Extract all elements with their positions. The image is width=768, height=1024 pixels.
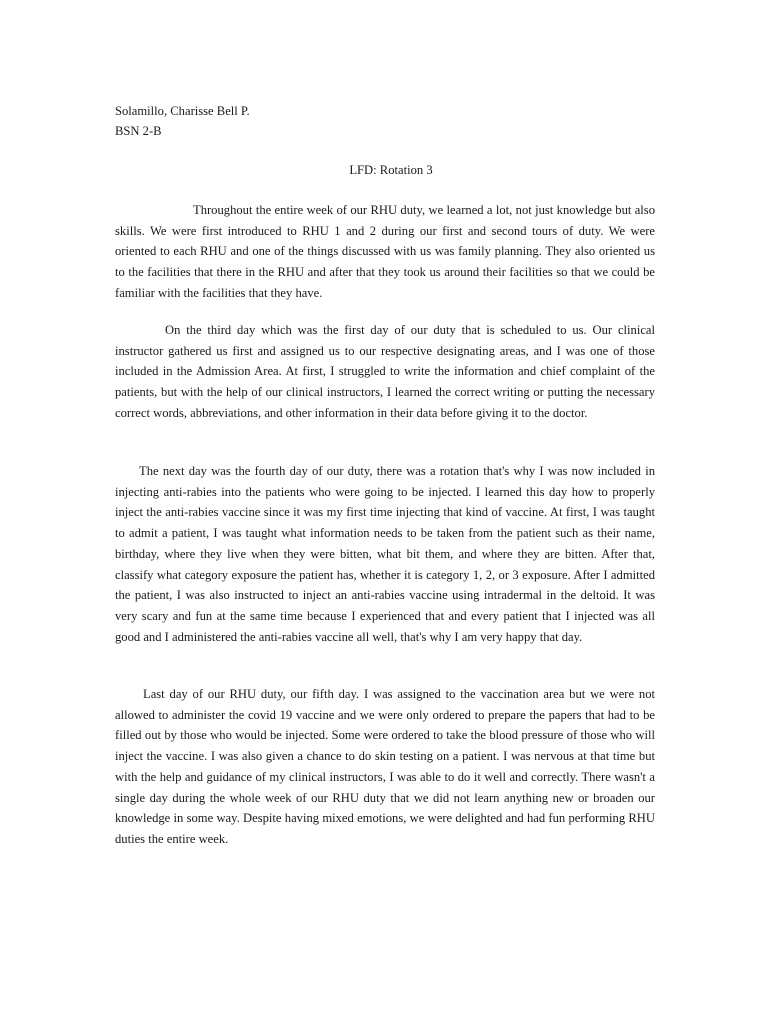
paragraph-1: Throughout the entire week of our RHU duty, we learned a lot, not just knowledge but also skills. We were first introduced to RHU 1 and 2 during our first and second tours of duty. We were oriented to each RHU and one of the things discussed with us was family planning. They also oriented us to the facilities that there in the RHU and after that they took us around their facilities so that we could be familiar with the facilities that they have. <box>115 203 655 300</box>
author-block <box>115 101 250 141</box>
author-name: Solamillo, Charisse Bell P. <box>115 104 250 118</box>
paragraph-3: The next day was the fourth day of our duty, there was a rotation that's why I was now included in injecting anti-rabies into the patients who were going to be injected. I learned this day how to properly inject the anti-rabies vaccine since it was my first time injecting that kind of vaccine. At first, I was taught to admit a patient, I was taught what information needs to be taken from the patient such as their name, birthday, where they live when they were bitten, what bit them, and where they are bitten. After that, classify what category exposure the patient has, whether it is category 1, 2, or 3 exposure. After I admitted the patient, I was also instructed to inject an anti-rabies vaccine using intradermal in the deltoid. It was very scary and fun at the same time because I experienced that and every patient that I injected was all good and I administered the anti-rabies vaccine all well, that's why I am very happy that day. <box>115 464 655 644</box>
document-title: LFD: Rotation 3 <box>349 163 433 177</box>
author-section: BSN 2-B <box>115 124 162 138</box>
paragraph-4: Last day of our RHU duty, our fifth day. I was assigned to the vaccination area but we were not allowed to administer the covid 19 vaccine and we were only ordered to prepare the papers that had to be filled out by those who would be injected. Some were ordered to take the blood pressure of those who will inject the vaccine. I was also given a chance to do skin testing on a patient. I was nervous at that time but with the help and guidance of my clinical instructors, I was able to do it well and correctly. There wasn't a single day during the whole week of our RHU duty that we did not learn anything new or broaden our knowledge in some way. Despite having mixed emotions, we were delighted and had fun performing RHU duties the entire week. <box>115 687 655 846</box>
paragraph-2: On the third day which was the first day of our duty that is scheduled to us. Our clinical instructor gathered us first and assigned us to our respective designating areas, and I was one of those included in the Admission Area. At first, I struggled to write the information and chief complaint of the patients, but with the help of our clinical instructors, I learned the correct writing or putting the necessary correct words, abbreviations, and other information in their data before giving it to the doctor. <box>115 323 655 420</box>
